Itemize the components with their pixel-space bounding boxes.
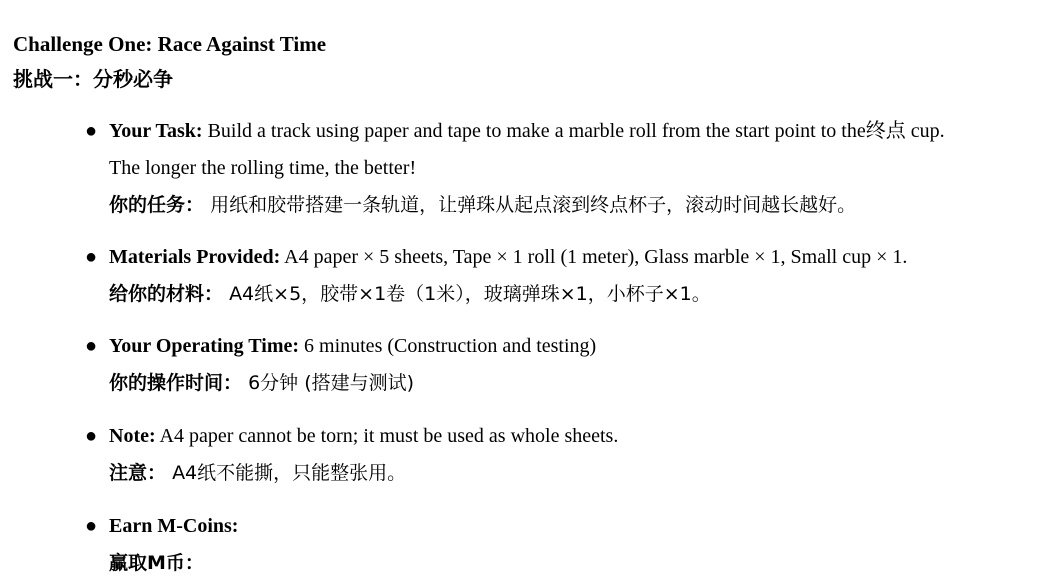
- task-chinese-label: 你的任务：: [109, 194, 205, 216]
- bullet-icon: ●: [85, 120, 98, 142]
- note-english-label: Note:: [109, 425, 156, 447]
- note-chinese-text: A4纸不能撕，只能整张用。: [172, 462, 407, 484]
- materials-chinese-label: 给你的材料：: [109, 283, 224, 305]
- task-english-label: Your Task:: [109, 120, 203, 142]
- materials-chinese-text: A4纸×5，胶带×1卷（1米），玻璃弹珠×1，小杯子×1。: [229, 283, 711, 305]
- bullet-icon: ●: [85, 246, 98, 268]
- time-chinese-text: 6分钟 (搭建与测试): [248, 372, 415, 394]
- coins-chinese-line: [109, 545, 1049, 582]
- list-item-earn-coins: [85, 508, 1049, 582]
- note-chinese-line: [109, 455, 1049, 492]
- list-item-materials: [85, 239, 1049, 313]
- coins-english-line: [109, 508, 1049, 545]
- task-chinese-line: [109, 187, 1049, 224]
- note-chinese-label: 注意：: [109, 462, 167, 484]
- list-item-operating-time: [85, 328, 1049, 402]
- challenge-title-chinese: 挑战一：分秒必争: [13, 67, 173, 91]
- note-english-line: [109, 418, 1049, 455]
- time-english-label: Your Operating Time:: [109, 335, 300, 357]
- time-chinese-line: [109, 365, 1049, 402]
- challenge-title-english: Challenge One: Race Against Time: [13, 32, 327, 56]
- task-english-line-2: The longer the rolling time, the better!: [109, 157, 417, 179]
- time-chinese-label: 你的操作时间：: [109, 372, 243, 394]
- task-chinese-text: 用纸和胶带搭建一条轨道，让弹珠从起点滚到终点杯子，滚动时间越长越好。: [210, 194, 857, 216]
- time-english-text: 6 minutes (Construction and testing): [304, 335, 597, 357]
- coins-english-label: Earn M-Coins:: [109, 515, 239, 537]
- bullet-icon: ●: [85, 515, 98, 537]
- materials-english-text: A4 paper × 5 sheets, Tape × 1 roll (1 meter), Glass marble × 1, Small cup × 1.: [284, 246, 908, 268]
- note-english-text: A4 paper cannot be torn; it must be used as whole sheets.: [159, 425, 619, 447]
- bullet-icon: ●: [85, 335, 98, 357]
- list-item-note: [85, 418, 1049, 492]
- task-english-line-1: [109, 113, 1049, 150]
- bullet-icon: ●: [85, 425, 98, 447]
- list-item-task: [85, 113, 1049, 224]
- materials-chinese-line: [109, 276, 1049, 313]
- materials-english-line: [109, 239, 1049, 276]
- task-english-text: Build a track using paper and tape to make a marble roll from the start point to the终点 cup.: [207, 120, 945, 142]
- coins-chinese-label: 赢取M币：: [109, 552, 204, 574]
- time-english-line: [109, 328, 1049, 365]
- materials-english-label: Materials Provided:: [109, 246, 281, 268]
